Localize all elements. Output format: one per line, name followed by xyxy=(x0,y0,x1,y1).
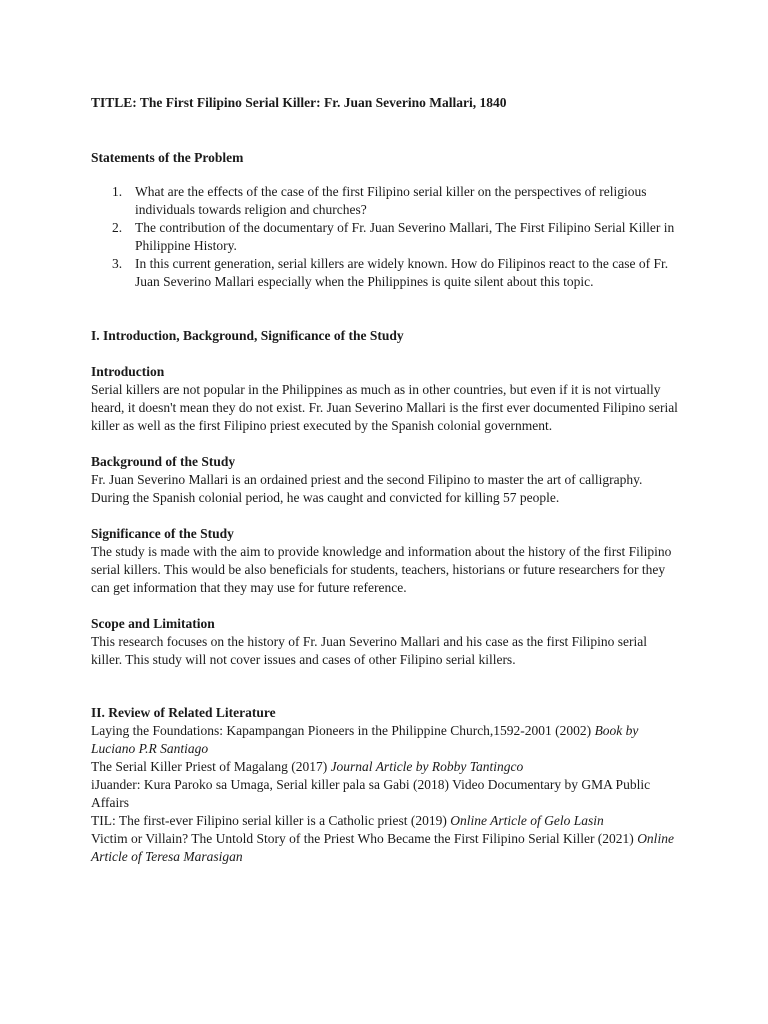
problem-number: 1. xyxy=(112,184,123,199)
statements-heading: Statements of the Problem xyxy=(91,150,244,165)
scope-heading: Scope and Limitation xyxy=(91,616,215,631)
background-text: Fr. Juan Severino Mallari is an ordained priest and the second Filipino to master the art of calligraphy. During the Spanish colonial period, he was caught and convicted for killing 57 people. xyxy=(91,472,643,505)
literature-source: Online Article of Gelo Lasin xyxy=(450,813,604,828)
introduction-heading: Introduction xyxy=(91,364,165,379)
scope-text: This research focuses on the history of Fr. Juan Severino Mallari and his case as the first Filipino serial killer. This study will not cover issues and cases of other Filipino serial killers. xyxy=(91,634,647,667)
literature-title: iJuander: Kura Paroko sa Umaga, Serial killer pala sa Gabi (2018) Video Documentary by GMA Public Affairs xyxy=(91,777,651,810)
literature-title: Victim or Villain? The Untold Story of the Priest Who Became the First Filipino Serial Killer (2021) xyxy=(91,831,638,846)
literature-entry xyxy=(91,758,680,776)
problem-number: 3. xyxy=(112,256,123,271)
problem-item xyxy=(91,255,680,291)
significance-text: The study is made with the aim to provide knowledge and information about the history of the first Filipino serial killers. This would be also beneficials for students, teachers, historians or future researchers for they can get information that they may use for future reference. xyxy=(91,544,672,595)
literature-title: The Serial Killer Priest of Magalang (2017) xyxy=(91,759,331,774)
problem-text: What are the effects of the case of the first Filipino serial killer on the perspectives of religious individuals towards religion and churches? xyxy=(135,184,647,217)
introduction-block xyxy=(91,363,680,435)
scope-block xyxy=(91,615,680,669)
literature-source: Online Article of Teresa Marasigan xyxy=(91,831,674,864)
literature-title: TIL: The first-ever Filipino serial killer is a Catholic priest (2019) xyxy=(91,813,451,828)
literature-source: Book by Luciano P.R Santiago xyxy=(91,723,639,756)
problem-list xyxy=(91,183,680,291)
background-block xyxy=(91,453,680,507)
problem-item xyxy=(91,219,680,255)
section-2-heading: II. Review of Related Literature xyxy=(91,705,276,720)
literature-entry xyxy=(91,722,680,758)
literature-list xyxy=(91,722,680,866)
problem-text: The contribution of the documentary of Fr. Juan Severino Mallari, The First Filipino Serial Killer in Philippine History. xyxy=(135,220,675,253)
document-title: TITLE: The First Filipino Serial Killer: Fr. Juan Severino Mallari, 1840 xyxy=(91,95,507,110)
significance-heading: Significance of the Study xyxy=(91,526,234,541)
literature-title: Laying the Foundations: Kapampangan Pioneers in the Philippine Church,1592-2001 (2002) xyxy=(91,723,595,738)
introduction-text: Serial killers are not popular in the Philippines as much as in other countries, but even if it is not virtually heard, it doesn't mean they do not exist. Fr. Juan Severino Mallari is the first ever documented Filipino serial killer as well as the first Filipino priest executed by the Spanish colonial government. xyxy=(91,382,678,433)
problem-text: In this current generation, serial killers are widely known. How do Filipinos react to the case of Fr. Juan Severino Mallari especially when the Philippines is quite silent about this topic. xyxy=(135,256,669,289)
literature-source: Journal Article by Robby Tantingco xyxy=(330,759,524,774)
literature-entry xyxy=(91,776,680,812)
literature-entry xyxy=(91,812,680,830)
significance-block xyxy=(91,525,680,597)
section-1-heading: I. Introduction, Background, Significance of the Study xyxy=(91,328,404,343)
problem-item xyxy=(91,183,680,219)
problem-number: 2. xyxy=(112,220,123,235)
background-heading: Background of the Study xyxy=(91,454,236,469)
literature-entry xyxy=(91,830,680,866)
